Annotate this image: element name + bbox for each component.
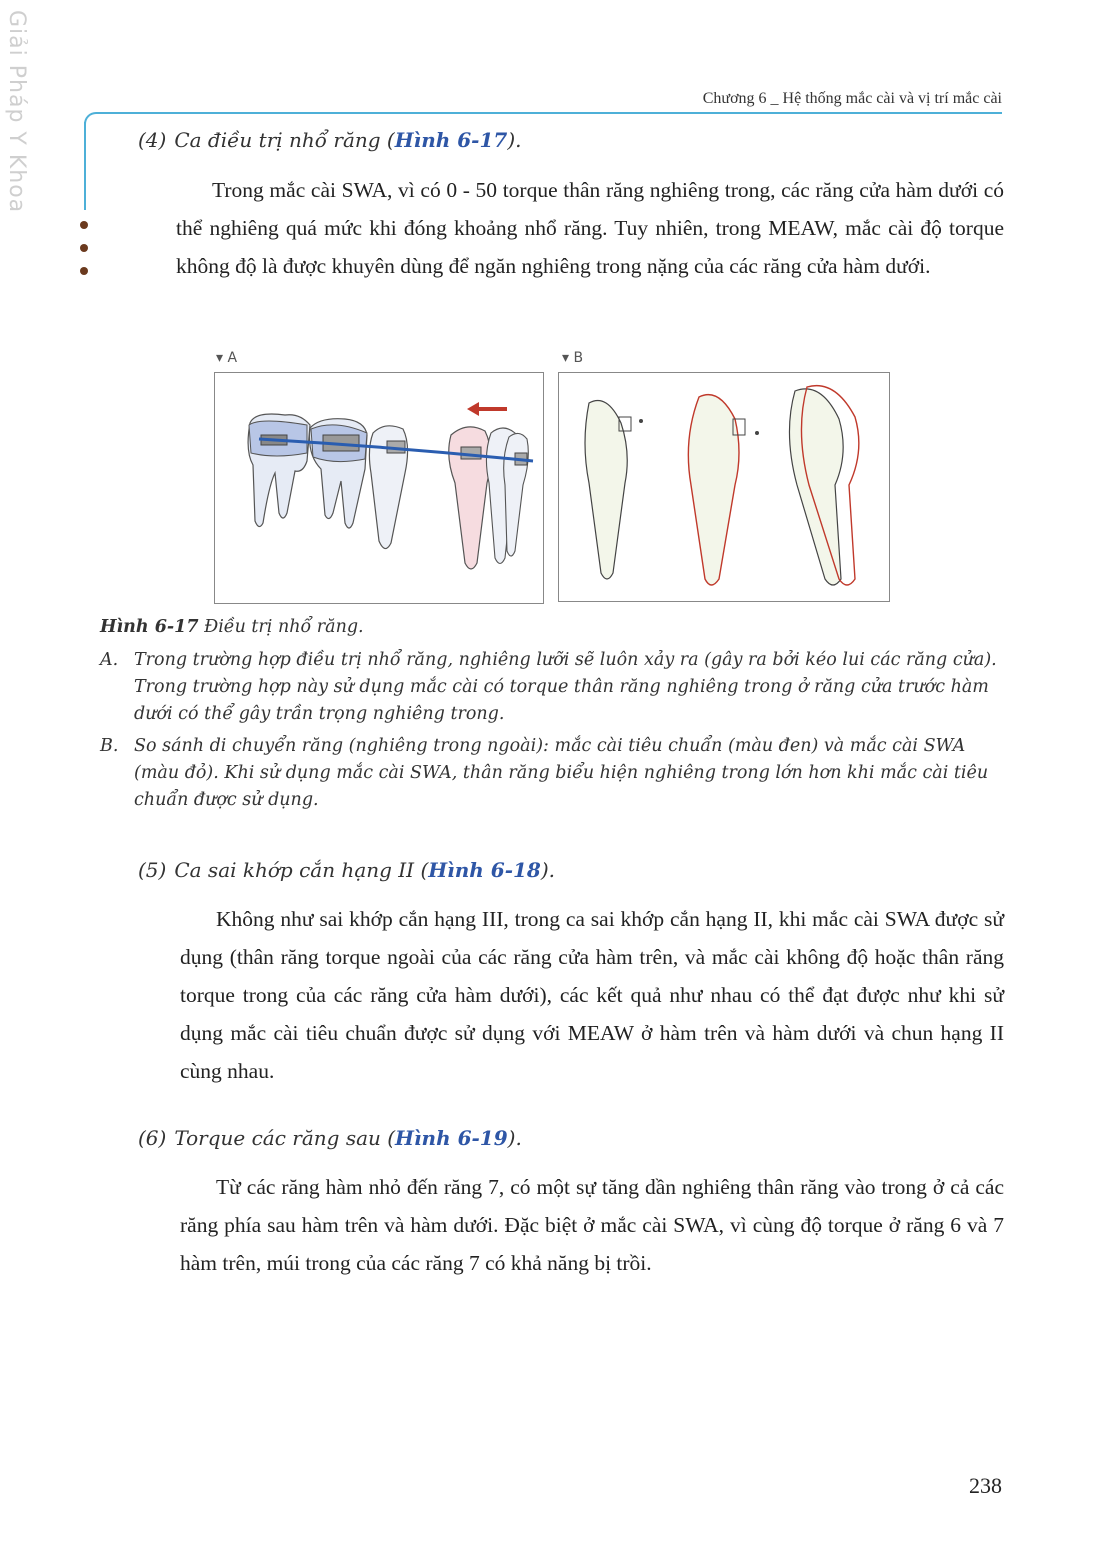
bullet-dot: [80, 244, 88, 252]
panel-a: [214, 372, 544, 604]
bullet-dot: [80, 221, 88, 229]
header-rule: [96, 112, 1002, 114]
panel-a-label: ▾ A: [216, 350, 238, 366]
paragraph-text: Từ các răng hàm nhỏ đến răng 7, có một sự tăng dần nghiêng thân răng vào trong ở cả các răng phía sau hàm trên và hàm dưới. Đặc biệt ở mắc cài SWA, vì cùng độ torque ở răng 6 và 7 hàm trên, múi trong của các răng 7 có khả năng bị trồi.: [180, 1175, 1004, 1275]
section-6-paragraph: [180, 1168, 1004, 1282]
panel-b-label: ▾ B: [562, 350, 584, 366]
chapter-header: Chương 6 _ Hệ thống mắc cài và vị trí mắc cài: [702, 90, 1002, 107]
paragraph-text: Không như sai khớp cắn hạng III, trong ca sai khớp cắn hạng II, khi mắc cài SWA được sử dụng (thân răng torque ngoài của các răng cửa hàm trên, và mắc cài không độ hoặc thân răng torque trong của các răng cửa hàm dưới), các kết quả như nhau có thể đạt được như khi sử dụng mắc cài tiêu chuẩn được sử dụng với MEAW ở hàm trên và hàm dưới và chun hạng II cùng nhau.: [180, 907, 1004, 1083]
section-4-paragraph: [176, 171, 1004, 285]
caption-item-text: So sánh di chuyển răng (nghiêng trong ngoài): mắc cài tiêu chuẩn (màu đen) và mắc cài SWA (màu đỏ). Khi sử dụng mắc cài SWA, thân răng biểu hiện nghiêng trong lớn hơn khi mắc cài tiêu chuẩn được sử dụng.: [134, 736, 989, 810]
watermark: Giải Pháp Y Khoa: [4, 10, 29, 214]
section-5-paragraph: [180, 900, 1004, 1090]
figure-link[interactable]: Hình 6-18: [428, 858, 541, 882]
section-title-text: Ca sai khớp cắn hạng II (: [174, 858, 429, 882]
section-number: (6): [138, 1126, 167, 1150]
section-title-end: ).: [507, 128, 522, 152]
caption-item-text: Trong trường hợp điều trị nhổ răng, nghiêng lưỡi sẽ luôn xảy ra (gây ra bởi kéo lui các răng cửa). Trong trường hợp này sử dụng mắc cài có torque thân răng nghiêng trong ở răng cửa trước hàm dưới có thể gây trần trọng nghiêng trong.: [134, 650, 997, 724]
bullet-dot: [80, 267, 88, 275]
teeth-retraction-illustration: [215, 373, 542, 602]
paragraph-text: Trong mắc cài SWA, vì có 0 - 50 torque thân răng nghiêng trong, các răng cửa hàm dưới có thể nghiêng quá mức khi đóng khoảng nhổ răng. Tuy nhiên, trong MEAW, mắc cài độ torque không độ là được khuyên dùng để ngăn nghiêng trong nặng của các răng cửa hàm dưới.: [176, 178, 1004, 278]
section-title-end: ).: [540, 858, 556, 882]
caption-title: Hình 6-17: [100, 617, 199, 637]
section-title-text: Torque các răng sau (: [174, 1126, 396, 1150]
page-number: 238: [969, 1473, 1002, 1498]
margin-rule-corner: [84, 112, 98, 124]
section-number: (4): [138, 128, 167, 152]
section-title-text: Ca điều trị nhổ răng (: [174, 128, 395, 152]
caption-item-label: A.: [100, 650, 119, 670]
caption-item-b: [100, 733, 1004, 814]
section-number: (5): [138, 858, 167, 882]
caption-text: Điều trị nhổ răng.: [198, 617, 364, 637]
figure-link[interactable]: Hình 6-17: [394, 128, 508, 152]
torque-comparison-illustration: [559, 373, 888, 600]
section-5-title: [138, 858, 555, 882]
figure-caption: [100, 614, 1004, 641]
margin-rule: [84, 122, 86, 210]
section-6-title: [138, 1126, 522, 1150]
caption-item-label: B.: [100, 736, 119, 756]
caption-item-a: [100, 647, 1004, 728]
panel-b: [558, 372, 890, 602]
section-title-end: ).: [507, 1126, 522, 1150]
figure-link[interactable]: Hình 6-19: [395, 1126, 508, 1150]
figure-6-17: [212, 350, 892, 606]
section-4-title: [138, 128, 521, 152]
